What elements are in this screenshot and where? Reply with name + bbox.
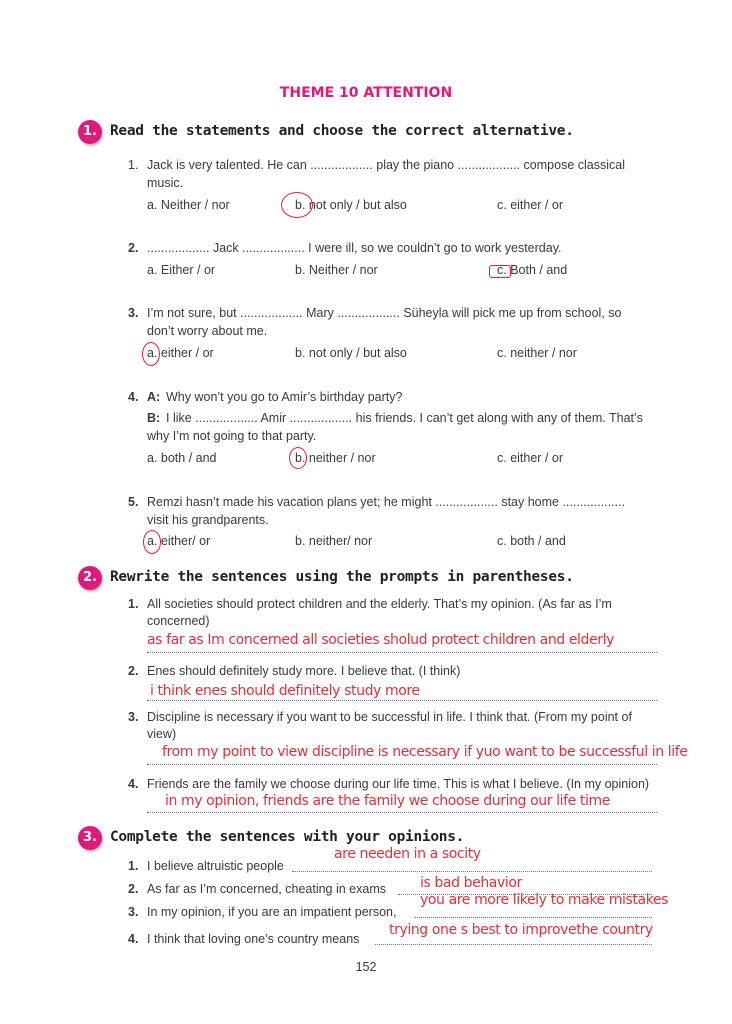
question-text: I’m not sure, but .................. Mary .................. Süheyla will pick me up from school, so <box>147 306 622 320</box>
answer-line <box>147 700 657 701</box>
section-3-badge: 3. <box>78 826 102 850</box>
option-a[interactable]: a. Either / or <box>147 263 216 277</box>
item-number: 4. <box>128 777 139 791</box>
speaker-a-label: A: <box>147 390 161 404</box>
option-c[interactable]: c. either / or <box>497 198 563 212</box>
answer-circle-mark <box>281 192 313 218</box>
section-1-badge: 1. <box>78 120 102 144</box>
item-prompt: I believe altruistic people <box>147 859 284 873</box>
answer-circle-mark <box>142 342 160 366</box>
speaker-b-label: B: <box>147 411 161 425</box>
item-prompt: I think that loving one’s country means <box>147 932 360 946</box>
answer-line <box>375 944 652 945</box>
handwritten-answer[interactable]: as far as Im concerned all societies sholud protect children and elderly <box>147 632 614 648</box>
option-c[interactable]: c. neither / nor <box>497 346 577 360</box>
option-b[interactable]: b. neither / nor <box>295 451 376 465</box>
item-text: Discipline is necessary if you want to be successful in life. I think that. (From my point of <box>147 710 632 724</box>
question-text: Remzi hasn’t made his vacation plans yet; he might .................. stay home .................. <box>147 495 625 509</box>
question-text: don’t worry about me. <box>147 324 268 338</box>
answer-circle-mark <box>489 265 511 278</box>
handwritten-answer[interactable]: i think enes should definitely study more <box>150 683 420 699</box>
section-1-heading: Read the statements and choose the correct alternative. <box>110 123 574 139</box>
answer-circle-mark <box>289 447 307 469</box>
option-a[interactable]: a. either / or <box>147 346 214 360</box>
question-text: .................. Jack .................. I were ill, so we couldn’t go to work yesterday. <box>147 241 562 255</box>
option-c[interactable]: c. either / or <box>497 451 563 465</box>
question-text: music. <box>147 176 184 190</box>
option-c[interactable]: c. both / and <box>497 534 566 548</box>
handwritten-answer[interactable]: in my opinion, friends are the family we choose during our life time <box>165 793 610 809</box>
answer-line <box>147 812 657 813</box>
item-text: Enes should definitely study more. I believe that. (I think) <box>147 664 461 678</box>
handwritten-answer[interactable]: from my point to view discipline is necessary if yuo want to be successful in life <box>162 744 688 760</box>
section-2-heading: Rewrite the sentences using the prompts in parentheses. <box>110 569 574 585</box>
handwritten-answer[interactable]: are needen in a socity <box>334 846 481 862</box>
answer-line <box>415 917 652 918</box>
question-number: 5. <box>128 495 139 509</box>
answer-line <box>147 764 657 765</box>
question-number: 1. <box>128 158 139 172</box>
page-title: THEME 10 ATTENTION <box>279 85 453 101</box>
item-number: 1. <box>128 859 139 873</box>
option-a[interactable]: a. either/ or <box>147 534 211 548</box>
answer-circle-mark <box>143 530 161 554</box>
answer-line <box>147 652 657 653</box>
item-number: 1. <box>128 597 139 611</box>
option-b[interactable]: b. Neither / nor <box>295 263 378 277</box>
item-number: 3. <box>128 710 139 724</box>
handwritten-answer[interactable]: is bad behavior <box>420 875 522 891</box>
option-c[interactable]: c. Both / and <box>497 263 568 277</box>
question-text: Why won’t you go to Amir’s birthday party? <box>166 390 403 404</box>
item-number: 2. <box>128 882 139 896</box>
item-number: 3. <box>128 905 139 919</box>
question-number: 2. <box>128 241 139 255</box>
item-text: All societies should protect children and the elderly. That’s my opinion. (As far as I’m <box>147 597 612 611</box>
question-text: Jack is very talented. He can .................. play the piano .................. compose classical <box>147 158 625 172</box>
option-b[interactable]: b. not only / but also <box>295 346 407 360</box>
section-2-badge: 2. <box>78 566 102 590</box>
item-text: concerned) <box>147 614 210 628</box>
section-3-heading: Complete the sentences with your opinions. <box>110 829 465 845</box>
item-prompt: As far as I’m concerned, cheating in exams <box>147 882 387 896</box>
item-number: 2. <box>128 664 139 678</box>
item-prompt: In my opinion, if you are an impatient person, <box>147 905 397 919</box>
question-text: why I’m not going to that party. <box>147 429 317 443</box>
handwritten-answer[interactable]: you are more likely to make mistakes <box>420 892 669 908</box>
option-b[interactable]: b. neither/ nor <box>295 534 373 548</box>
item-text: view) <box>147 727 177 741</box>
question-number: 4. <box>128 390 139 404</box>
page-number: 152 <box>355 960 377 974</box>
option-b[interactable]: b. not only / but also <box>295 198 407 212</box>
item-number: 4. <box>128 932 139 946</box>
handwritten-answer[interactable]: trying one s best to improvethe country <box>389 922 653 938</box>
answer-line <box>292 871 652 872</box>
option-a[interactable]: a. both / and <box>147 451 217 465</box>
item-text: Friends are the family we choose during our life time. This is what I believe. (In my opinion) <box>147 777 650 791</box>
option-a[interactable]: a. Neither / nor <box>147 198 230 212</box>
question-number: 3. <box>128 306 139 320</box>
question-text: I like .................. Amir .................. his friends. I can’t get along with any of them. That’s <box>166 411 643 425</box>
question-text: visit his grandparents. <box>147 513 269 527</box>
